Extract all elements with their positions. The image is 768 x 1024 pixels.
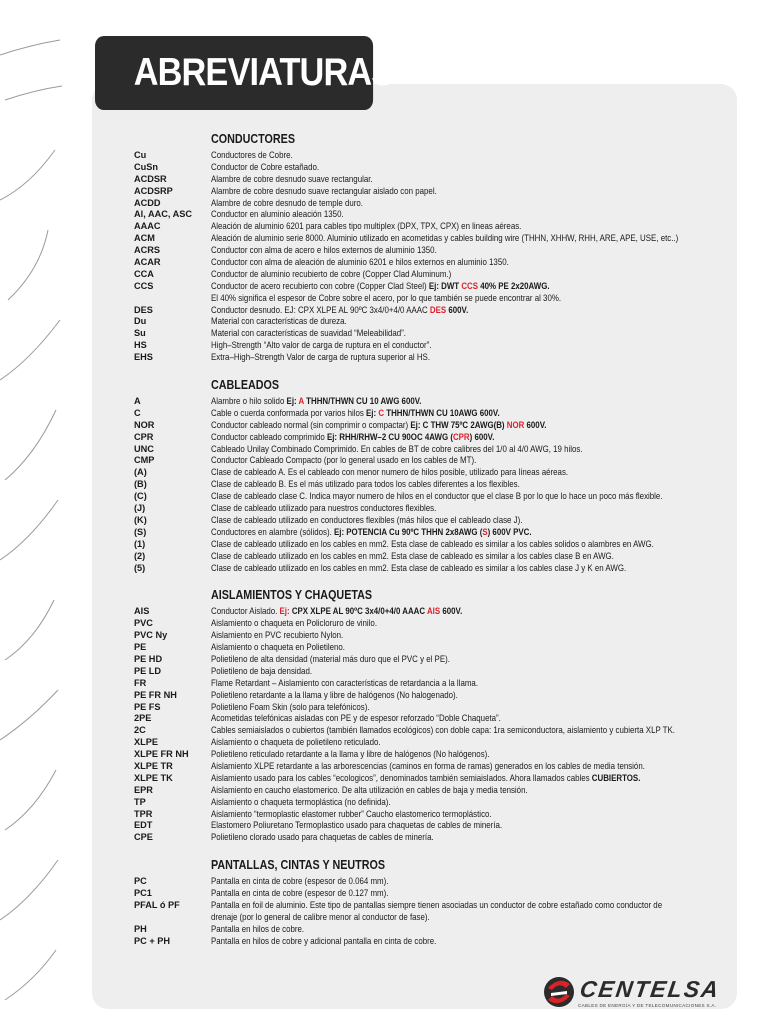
description-text: Acometidas telefónicas aisladas con PE y de espesor reforzado “Doble Chaqueta”. bbox=[211, 713, 501, 724]
abbreviation-row bbox=[134, 209, 749, 221]
abbreviation-row bbox=[134, 455, 749, 467]
description-text: Conductor de aluminio recubierto de cobre (Copper Clad Aluminum.) bbox=[211, 268, 452, 279]
abbreviation-description bbox=[211, 281, 674, 293]
description-text: Conductores de Cobre. bbox=[211, 150, 293, 160]
abbreviation-row bbox=[134, 257, 749, 269]
description-text: Cables semiaislados o cubiertos (también llamados ecológicos) con doble capa: 1ra semiconductora, aislamiento y cubierta XLP TK. bbox=[211, 725, 675, 736]
abbreviation-row bbox=[134, 713, 749, 725]
abbreviation-row bbox=[134, 809, 749, 821]
highlight-code: A bbox=[298, 396, 304, 407]
abbreviation-term: (J) bbox=[134, 503, 146, 514]
abbreviation-description bbox=[211, 563, 674, 575]
abbreviation-term: Du bbox=[134, 316, 147, 327]
abbreviation-term: Al, AAC, ASC bbox=[134, 209, 193, 220]
description-text: 600V. bbox=[440, 606, 463, 617]
description-text: Aislamiento o chaqueta en Policloruro de vinilo. bbox=[211, 618, 378, 629]
abbreviation-term: C bbox=[134, 407, 141, 418]
highlight-code: NOR bbox=[506, 419, 525, 430]
description-text: Alambre de cobre desnudo suave rectangular. bbox=[211, 173, 373, 184]
description-text: Aleación de aluminio 6201 para cables tipo multiplex (DPX, TPX, CPX) en lineas aéreas. bbox=[211, 221, 522, 232]
abbreviation-row bbox=[134, 690, 749, 702]
abbreviation-term: PH bbox=[134, 923, 147, 934]
description-text: Pantalla en cinta de cobre (espesor de 0.064 mm). bbox=[211, 876, 389, 887]
logo-name: CENTELSA bbox=[578, 976, 722, 1002]
abbreviation-row bbox=[134, 162, 749, 174]
abbreviation-description bbox=[211, 209, 674, 221]
description-text: Ej: C THW 75ºC 2AWG(B) bbox=[410, 419, 507, 430]
abbreviation-row bbox=[134, 900, 749, 912]
abbreviation-description bbox=[211, 713, 674, 725]
description-text: Aislamiento o chaqueta de polietileno reticulado. bbox=[211, 737, 381, 748]
abbreviation-term: PVC bbox=[134, 618, 153, 629]
abbreviation-description bbox=[211, 809, 674, 821]
description-text: Conductor con alma de aleación de aluminio 6201 e hilos externos en aluminio 1350. bbox=[211, 257, 509, 268]
description-text: Pantalla en hilos de cobre y adicional pantalla en cinta de cobre. bbox=[211, 935, 437, 946]
description-text: Flame Retardant – Aislamiento con características de retardancia a la llama. bbox=[211, 677, 479, 688]
abbreviation-description bbox=[211, 797, 674, 809]
abbreviation-description bbox=[211, 420, 674, 432]
abbreviation-description bbox=[211, 186, 674, 198]
abbreviation-row bbox=[134, 912, 749, 924]
abbreviation-row bbox=[134, 606, 749, 618]
description-text: Aislamiento usado para los cables “ecologicos”, denominados también semiaislados. Ahora llamados cables bbox=[211, 772, 592, 783]
abbreviation-term: ACDD bbox=[134, 197, 161, 208]
description-text: Polietileno clorado usado para chaquetas de cables de minería. bbox=[211, 832, 434, 843]
abbreviation-term: AIS bbox=[134, 606, 150, 617]
abbreviation-row bbox=[134, 245, 749, 257]
abbreviation-description bbox=[211, 527, 674, 539]
abbreviation-description bbox=[211, 666, 674, 678]
abbreviation-row bbox=[134, 491, 749, 503]
abbreviation-row bbox=[134, 654, 749, 666]
abbreviation-description bbox=[211, 328, 674, 340]
decorative-ribbons bbox=[0, 0, 100, 1024]
description-text: Aislamiento o chaqueta termoplástica (no definida). bbox=[211, 796, 391, 807]
description-text: Ej: RHH/RHW–2 CU 90OC 4AWG ( bbox=[326, 431, 453, 442]
description-text: Material con características de suavidad “Meleabilidad”. bbox=[211, 328, 406, 339]
abbreviation-description bbox=[211, 352, 674, 364]
abbreviation-row bbox=[134, 515, 749, 527]
abbreviation-row bbox=[134, 702, 749, 714]
abbreviation-row bbox=[134, 233, 749, 245]
abbreviation-row bbox=[134, 198, 749, 210]
description-text: Aleación de aluminio serie 8000. Aluminio utilizado en acometidas y cables building wire (THHN, XHHW, RHH, ARE, APE, USE, etc..) bbox=[211, 233, 679, 244]
description-text: Aislamiento XLPE retardante a las arborescencias (caminos en forma de ramas) generados en los cables de media tensión. bbox=[211, 760, 645, 771]
section-title-cableados: CABLEADOS bbox=[211, 378, 280, 393]
description-text: Clase de cableado clase C. Indica mayor numero de hilos en el conductor que el clase B por lo que lo hace un poco más flexible. bbox=[211, 491, 663, 502]
description-text: . bbox=[638, 772, 641, 783]
description-text: Pantalla en hilos de cobre. bbox=[211, 923, 305, 934]
abbreviation-term: PE HD bbox=[134, 653, 163, 664]
abbreviation-term: HS bbox=[134, 340, 147, 351]
description-text: Polietileno Foam Skin (solo para telefónicos). bbox=[211, 701, 370, 712]
description-text: Ej: bbox=[366, 407, 379, 418]
abbreviation-row bbox=[134, 551, 749, 563]
abbreviation-term: PC1 bbox=[134, 888, 152, 899]
logo-tagline: CABLES DE ENERGÍA Y DE TELECOMUNICACIONES S.A. bbox=[578, 1003, 717, 1008]
abbreviation-term bbox=[134, 912, 211, 924]
abbreviation-term: TPR bbox=[134, 808, 153, 819]
abbreviation-term: FR bbox=[134, 677, 147, 688]
highlight-code: C bbox=[378, 407, 385, 418]
description-text: Conductores en alambre (sólidos). bbox=[211, 526, 334, 537]
description-text: Clase de cableado utilizado en conductores flexibles (más hilos que el cableado clase J). bbox=[211, 514, 523, 525]
abbreviation-description bbox=[211, 503, 674, 515]
abbreviation-term: Cu bbox=[134, 150, 147, 160]
abbreviation-description bbox=[211, 642, 674, 654]
description-text: Polietileno retardante a la llama y libre de halógenos (No halogenado). bbox=[211, 689, 458, 700]
description-text: Clase de cableado utilizado en los cables en mm2. Esta clase de cableado es similar a los cables clase J y K en AWG. bbox=[211, 562, 627, 573]
abbreviation-term: PE LD bbox=[134, 665, 162, 676]
abbreviation-term: CuSn bbox=[134, 161, 158, 172]
abbreviation-description bbox=[211, 515, 674, 527]
abbreviation-description bbox=[211, 936, 674, 948]
abbreviation-term: (2) bbox=[134, 550, 146, 561]
description-text: Conductor de Cobre estañado. bbox=[211, 161, 320, 172]
abbreviation-term: (A) bbox=[134, 467, 147, 478]
abbreviation-term: (S) bbox=[134, 526, 147, 537]
abbreviation-term: ACAR bbox=[134, 257, 161, 268]
description-text: ) 600V PVC. bbox=[487, 526, 532, 537]
abbreviation-description bbox=[211, 773, 674, 785]
abbreviation-description bbox=[211, 408, 674, 420]
highlight-code: S bbox=[482, 526, 488, 537]
description-text: Polietileno de alta densidad (material más duro que el PVC y el PE). bbox=[211, 653, 450, 664]
description-text: Clase de cableado utilizado en los cables en mm2. Esta clase de cableado es similar a los cables clase B en AWG. bbox=[211, 550, 614, 561]
description-text: 600V. bbox=[446, 304, 469, 315]
description-text: Conductor cableado normal (sin comprimir o compactar) bbox=[211, 419, 411, 430]
abbreviation-description bbox=[211, 455, 674, 467]
abbreviation-row bbox=[134, 820, 749, 832]
abbreviation-description bbox=[211, 749, 674, 761]
abbreviation-term: CCS bbox=[134, 280, 154, 291]
abbreviation-description bbox=[211, 444, 674, 456]
centelsa-logo bbox=[542, 972, 722, 1012]
description-text: Alambre de cobre desnudo suave rectangular aislado con papel. bbox=[211, 185, 437, 196]
abbreviation-description bbox=[211, 305, 674, 317]
abbreviation-term: CCA bbox=[134, 268, 154, 279]
description-text: Ej: POTENCIA Cu 90ºC THHN 2x8AWG ( bbox=[333, 526, 483, 537]
abbreviation-term: EHS bbox=[134, 352, 153, 363]
description-text: Clase de cableado B. Es el más utilizado para todos los cables diferentes a los flexibles. bbox=[211, 479, 520, 490]
abbreviation-term: (5) bbox=[134, 562, 146, 573]
abbreviation-description bbox=[211, 912, 674, 924]
abbreviation-row bbox=[134, 678, 749, 690]
abbreviation-description bbox=[211, 832, 674, 844]
abbreviation-term: DES bbox=[134, 304, 153, 315]
abbreviation-term: A bbox=[134, 396, 141, 407]
abbreviation-term: EPR bbox=[134, 784, 153, 795]
description-text: Conductor con alma de acero e hilos externos de aluminio 1350. bbox=[211, 245, 437, 256]
description-text: Polietileno de baja densidad. bbox=[211, 665, 313, 676]
abbreviation-term: PC bbox=[134, 876, 147, 887]
abbreviation-row bbox=[134, 186, 749, 198]
abbreviation-description bbox=[211, 654, 674, 666]
abbreviation-term: XLPE bbox=[134, 737, 158, 748]
centelsa-logo-icon bbox=[542, 972, 576, 1012]
highlight-code: DES bbox=[429, 304, 447, 315]
abbreviation-description bbox=[211, 233, 678, 245]
abbreviation-description bbox=[211, 293, 674, 305]
abbreviation-row bbox=[134, 328, 749, 340]
abbreviation-term: ACM bbox=[134, 233, 155, 244]
abbreviation-description bbox=[211, 630, 674, 642]
abbreviation-description bbox=[211, 820, 674, 832]
description-text: Extra–High–Strength Valor de carga de ruptura superior al HS. bbox=[211, 352, 431, 363]
description-text: Conductor de acero recubierto con cobre (Copper Clad Steel) bbox=[211, 280, 429, 291]
abbreviation-term: CPR bbox=[134, 431, 154, 442]
abbreviation-term: (K) bbox=[134, 514, 147, 525]
abbreviation-row bbox=[134, 749, 749, 761]
abbreviation-description bbox=[211, 467, 674, 479]
description-text: Clase de cableado utilizado en los cables en mm2. Esta clase de cableado es similar a los cables solidos o alambres en AWG. bbox=[211, 538, 654, 549]
description-text: Conductor Aislado. bbox=[211, 606, 280, 617]
abbreviation-row bbox=[134, 221, 749, 233]
abbreviation-term: PE FS bbox=[134, 701, 161, 712]
abbreviation-row bbox=[134, 340, 749, 352]
description-text: Polietileno reticulado retardante a la llama y libre de halógenos (No halógenos). bbox=[211, 749, 490, 760]
description-text: Cableado Unilay Combinado Comprimido. En cables de BT de cobre calibres del 1/0 al 4/0 AWG, 19 hilos. bbox=[211, 443, 583, 454]
abbreviation-description bbox=[211, 690, 674, 702]
description-text: Pantalla en foil de aluminio. Este tipo de pantallas siempre tienen asociadas un conductor de cobre estañado como conductor de bbox=[211, 899, 663, 910]
page-title: ABREVIATURAS bbox=[95, 36, 373, 110]
abbreviation-row bbox=[134, 396, 749, 408]
abbreviation-row bbox=[134, 642, 749, 654]
description-text: Aislamiento “termoplastic elastomer rubber” Caucho elastomerico termoplástico. bbox=[211, 808, 492, 819]
description-text: Aislamiento en PVC recubierto Nylon. bbox=[211, 630, 344, 641]
description-text: CPX XLPE AL 90ºC 3x4/0+4/0 AAAC bbox=[289, 606, 427, 617]
abbreviation-description bbox=[211, 396, 674, 408]
abbreviation-row bbox=[134, 479, 749, 491]
abbreviation-term: ACRS bbox=[134, 245, 161, 256]
description-text: Elastomero Poliuretano Termoplastico usado para chaquetas de cables de minería. bbox=[211, 820, 503, 831]
section-title-pantallas: PANTALLAS, CINTAS Y NEUTROS bbox=[211, 858, 386, 873]
abbreviation-description bbox=[211, 198, 674, 210]
abbreviation-row bbox=[134, 630, 749, 642]
abbreviation-term: UNC bbox=[134, 443, 154, 454]
abbreviation-list bbox=[134, 124, 749, 948]
description-text: Aislamiento en caucho elastomerico. De alta utilización en cables de baja y media tensión. bbox=[211, 784, 528, 795]
highlight-code: Ej: bbox=[279, 606, 290, 617]
abbreviation-row bbox=[134, 666, 749, 678]
abbreviation-description bbox=[211, 900, 674, 912]
abbreviation-row bbox=[134, 832, 749, 844]
abbreviation-term: PE bbox=[134, 642, 147, 653]
highlight-code: CCS bbox=[461, 280, 479, 291]
description-text: Alambre de cobre desnudo de temple duro. bbox=[211, 197, 363, 208]
abbreviation-term: PVC Ny bbox=[134, 630, 168, 641]
highlight-code: AIS bbox=[426, 606, 441, 617]
abbreviation-term: (B) bbox=[134, 479, 147, 490]
description-text: drenaje (por lo general de calibre menor al conductor de fase). bbox=[211, 911, 430, 922]
abbreviation-description bbox=[211, 737, 674, 749]
abbreviation-term: XLPE TK bbox=[134, 772, 173, 783]
abbreviation-description bbox=[211, 539, 674, 551]
abbreviation-row bbox=[134, 420, 749, 432]
abbreviation-term: TP bbox=[134, 796, 146, 807]
abbreviation-term: NOR bbox=[134, 419, 155, 430]
abbreviation-row bbox=[134, 527, 749, 539]
abbreviation-row bbox=[134, 725, 749, 737]
abbreviation-description bbox=[211, 491, 674, 503]
abbreviation-description bbox=[211, 924, 674, 936]
abbreviation-term bbox=[134, 293, 211, 305]
description-text: Clase de cableado utilizado para nuestros conductores flexibles. bbox=[211, 503, 437, 514]
abbreviation-row bbox=[134, 618, 749, 630]
abbreviation-description bbox=[211, 162, 674, 174]
abbreviation-row bbox=[134, 876, 749, 888]
abbreviation-term: PE FR NH bbox=[134, 689, 177, 700]
abbreviation-term: Su bbox=[134, 328, 146, 339]
abbreviation-description bbox=[211, 678, 674, 690]
section-title-conductores: CONDUCTORES bbox=[211, 132, 296, 146]
abbreviation-row bbox=[134, 773, 749, 785]
abbreviation-description bbox=[211, 551, 674, 563]
abbreviation-description bbox=[211, 257, 674, 269]
abbreviation-description bbox=[211, 316, 674, 328]
highlight-code: CPR bbox=[452, 431, 470, 442]
abbreviation-row bbox=[134, 269, 749, 281]
abbreviation-row bbox=[134, 408, 749, 420]
abbreviation-term: ACDSRP bbox=[134, 185, 173, 196]
abbreviation-description bbox=[211, 876, 674, 888]
description-text: THHN/THWN CU 10AWG 600V. bbox=[384, 407, 500, 418]
abbreviation-description bbox=[211, 606, 674, 618]
abbreviation-row bbox=[134, 281, 749, 293]
description-text: Clase de cableado A. Es el cableado con menor numero de hilos posible, utilizado para líneas aéreas. bbox=[211, 467, 569, 478]
abbreviation-row bbox=[134, 737, 749, 749]
abbreviation-description bbox=[211, 479, 674, 491]
abbreviation-row bbox=[134, 444, 749, 456]
description-text: ) 600V. bbox=[469, 431, 495, 442]
abbreviation-term: PC + PH bbox=[134, 935, 170, 946]
abbreviation-term: AAAC bbox=[134, 221, 161, 232]
description-text: THHN/THWN CU 10 AWG 600V. bbox=[303, 396, 422, 407]
abbreviation-term: (1) bbox=[134, 538, 146, 549]
abbreviation-term: (C) bbox=[134, 491, 147, 502]
abbreviation-row bbox=[134, 936, 749, 948]
abbreviation-row bbox=[134, 305, 749, 317]
abbreviation-row bbox=[134, 503, 749, 515]
description-text: Material con características de dureza. bbox=[211, 316, 347, 327]
description-text: High–Strength “Alto valor de carga de ruptura en el conductor”. bbox=[211, 340, 432, 351]
abbreviation-term: EDT bbox=[134, 820, 153, 831]
description-text: Conductor en aluminio aleación 1350. bbox=[211, 209, 344, 220]
abbreviation-description bbox=[211, 725, 675, 737]
description-text: 40% PE 2x20AWG. bbox=[478, 280, 550, 291]
abbreviation-term: CPE bbox=[134, 832, 153, 843]
description-text: Alambre o hilo solido bbox=[211, 396, 287, 407]
description-text: Conductor Cableado Compacto (por lo general usado en los cables de MT). bbox=[211, 455, 477, 466]
abbreviation-term: XLPE TR bbox=[134, 760, 173, 771]
abbreviation-row bbox=[134, 539, 749, 551]
abbreviation-description bbox=[211, 702, 674, 714]
abbreviation-term: 2C bbox=[134, 725, 146, 736]
abbreviation-row bbox=[134, 467, 749, 479]
abbreviation-row bbox=[134, 761, 749, 773]
abbreviation-row bbox=[134, 174, 749, 186]
abbreviation-row bbox=[134, 924, 749, 936]
description-text: Ej: DWT bbox=[428, 280, 462, 291]
description-text: Pantalla en cinta de cobre (espesor de 0.127 mm). bbox=[211, 888, 389, 899]
abbreviation-term: ACDSR bbox=[134, 173, 167, 184]
abbreviation-description bbox=[211, 245, 674, 257]
description-text: 600V. bbox=[524, 419, 547, 430]
abbreviation-description bbox=[211, 340, 674, 352]
description-text: Conductor desnudo. EJ: CPX XLPE AL 90ºC 3x4/0+4/0 AAAC bbox=[211, 304, 430, 315]
description-text: El 40% significa el espesor de Cobre sobre el acero, por lo que también se puede encontrar al 30%. bbox=[211, 292, 562, 303]
abbreviation-row bbox=[134, 150, 749, 162]
abbreviation-description bbox=[211, 888, 674, 900]
abbreviation-row bbox=[134, 352, 749, 364]
abbreviation-description bbox=[211, 761, 674, 773]
abbreviation-description bbox=[211, 618, 674, 630]
abbreviation-term: XLPE FR NH bbox=[134, 749, 189, 760]
abbreviation-description bbox=[211, 785, 674, 797]
abbreviation-description bbox=[211, 150, 674, 162]
abbreviation-row bbox=[134, 785, 749, 797]
abbreviation-row bbox=[134, 888, 749, 900]
abbreviation-description bbox=[211, 269, 674, 281]
abbreviation-row bbox=[134, 432, 749, 444]
description-text: CUBIERTOS bbox=[591, 772, 639, 783]
abbreviation-description bbox=[211, 432, 674, 444]
abbreviation-row bbox=[134, 293, 749, 305]
abbreviation-description bbox=[211, 174, 674, 186]
description-text: Aislamiento o chaqueta en Polietileno. bbox=[211, 642, 345, 653]
description-text: Ej: bbox=[286, 396, 299, 407]
abbreviation-row bbox=[134, 316, 749, 328]
abbreviation-term: CMP bbox=[134, 455, 155, 466]
abbreviation-row bbox=[134, 563, 749, 575]
abbreviation-description bbox=[211, 221, 674, 233]
abbreviation-term: 2PE bbox=[134, 713, 152, 724]
abbreviation-row bbox=[134, 797, 749, 809]
section-title-aislamientos: AISLAMIENTOS Y CHAQUETAS bbox=[211, 588, 373, 603]
abbreviation-term: PFAL ó PF bbox=[134, 899, 180, 910]
description-text: Cable o cuerda conformada por varios hilos bbox=[211, 407, 367, 418]
description-text: Conductor cableado comprimido bbox=[211, 431, 327, 442]
